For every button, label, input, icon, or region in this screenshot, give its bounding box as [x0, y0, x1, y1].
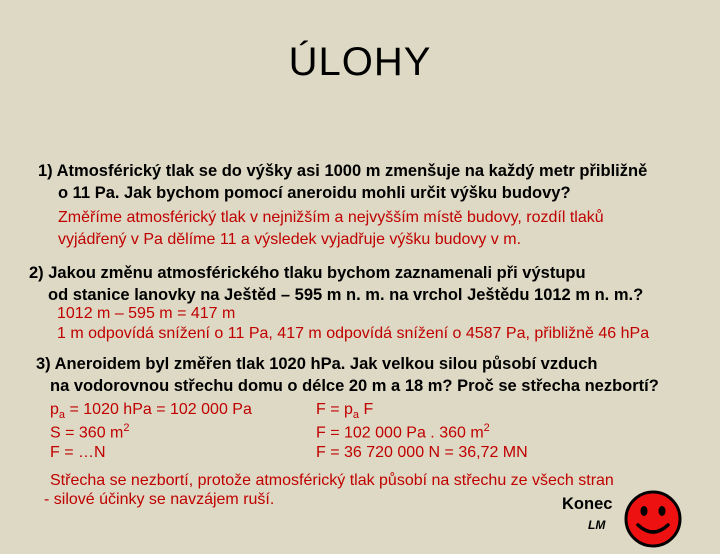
smiley-face-icon[interactable] — [623, 489, 683, 549]
question-2-line-1: 2) Jakou změnu atmosférického tlaku bychom zaznamenali při výstupu — [29, 264, 586, 282]
answer-1-line-2: vyjádřený v Pa dělíme 11 a výsledek vyjadřuje výšku budovy v m. — [58, 231, 522, 248]
question-1-line-1: 1) Atmosférický tlak se do výšky asi 1000 m zmenšuje na každý metr přibližně — [38, 162, 648, 180]
smiley-left-eye — [641, 506, 648, 516]
author-initials: LM — [588, 518, 606, 532]
end-link[interactable]: Konec — [562, 495, 613, 513]
smiley-face-graphic — [623, 489, 683, 549]
question-1-line-2: o 11 Pa. Jak bychom pomocí aneroidu mohli určit výšku budovy? — [58, 184, 571, 202]
smiley-face-circle — [626, 492, 680, 546]
conclusion-line-2: - silové účinky se navzájem ruší. — [44, 491, 275, 508]
question-3-line-2: na vodorovnou střechu domu o délce 20 m a 18 m? Proč se střecha nezbortí? — [50, 377, 659, 395]
answer-2-line-1: 1012 m – 595 m = 417 m — [57, 305, 236, 322]
force-calculation: F = 102 000 Pa . 360 $m^2$ — [316, 422, 490, 442]
answer-2-line-2: 1 m odpovídá snížení o 11 Pa, 417 m odpovídá snížení o 4587 Pa, přibližně 46 hPa — [57, 325, 650, 342]
conclusion-line-1: Střecha se nezbortí, protože atmosférický tlak působí na střechu ze všech stran — [50, 472, 614, 489]
question-3-line-1: 3) Aneroidem byl změřen tlak 1020 hPa. Jak velkou silou působí vzduch — [36, 355, 598, 373]
area-value: S = 360 $m^2$ — [50, 422, 130, 442]
force-formula: $F = p_a$ F — [316, 401, 374, 422]
pressure-value: $p_a = 1020$ hPa = 102 000 Pa — [50, 401, 252, 422]
force-unknown: F = …N — [50, 444, 106, 461]
question-2-line-2: od stanice lanovky na Ještěd – 595 m n. m. na vrchol Ještědu 1012 m n. m.? — [48, 286, 644, 304]
answer-1-line-1: Změříme atmosférický tlak v nejnižším a nejvyšším místě budovy, rozdíl tlaků — [58, 209, 604, 226]
force-result: F = 36 720 000 N = 36,72 MN — [316, 444, 528, 461]
page-title: ÚLOHY — [288, 40, 432, 84]
smiley-right-eye — [659, 506, 666, 516]
